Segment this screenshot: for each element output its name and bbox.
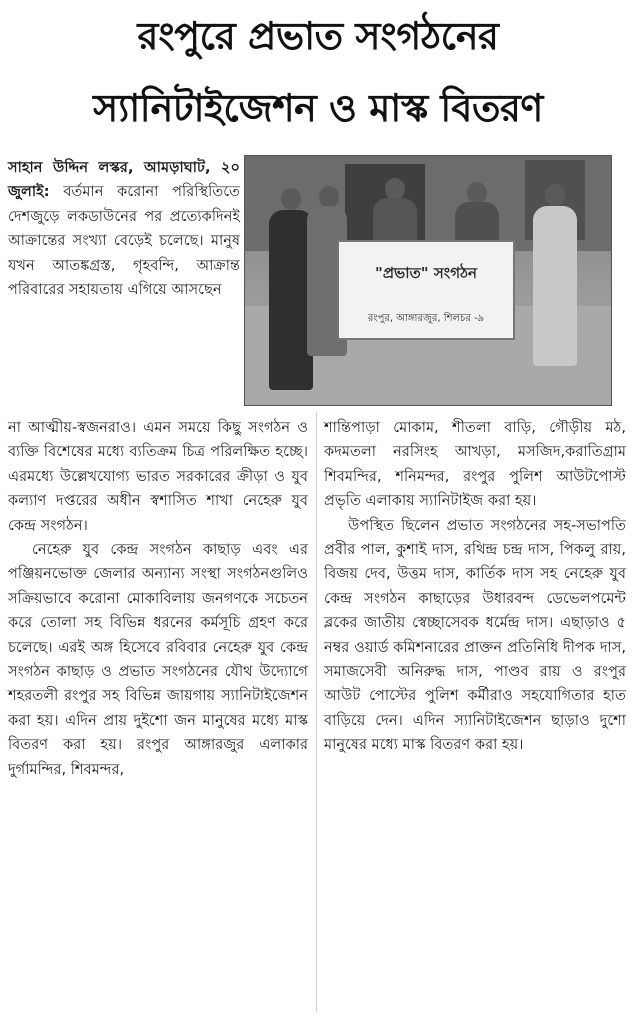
article-column-left [8, 416, 308, 782]
person-head [319, 186, 339, 208]
person-head [281, 188, 301, 210]
person-head [467, 182, 487, 204]
right-continued: শান্তিপাড়া মোকাম, শীতলা বাড়ি, গৌড়ীয় মঠ, কদমতলা নরসিংহ আখড়া, মসজিদ,করাতিগ্রাম শিবমন্দির, শনিমন্দর, রংপুর পুলিশ আউটপোস্ট প্রভৃতি এলাকায় স্যানিটাইজ করা হয়। [324, 419, 626, 510]
news-photo [244, 155, 612, 406]
article-column-right [324, 416, 626, 758]
lead-continued: না আত্মীয়-স্বজনরাও। এমন সময়ে কিছু সংগঠন ও ব্যক্তি বিশেষের মধ্যে ব্যতিক্রম চিত্র পরিলক্ষিত হচ্ছে। এরমধ্যে উল্লেখযোগ্য ভারত সরকারের ক্রীড়া ও যুব কল্যাণ দপ্তরের অধীন স্বশাসিত শাখা নেহেরু যুব কেন্দ্র সংগঠন। [8, 419, 308, 534]
headline-line-2: স্যানিটাইজেশন ও মাস্ক বিতরণ [93, 86, 543, 130]
column-divider [316, 412, 317, 1012]
person-head [545, 184, 565, 206]
banner [337, 240, 515, 340]
paragraph-3: উপস্থিত ছিলেন প্রভাত সংগঠনের সহ-সভাপতি প্রবীর পাল, কুশাই দাস, রথিন্দ্র চন্দ্র দাস, পিকলু রায়, বিজয় দেব, উত্তম দাস, কার্তিক দাস সহ নেহেরু যুব কেন্দ্র সংগঠন কাছাড়ের উধারবন্দ ডেভেলপমেন্ট ব্লকের জাতীয় স্বেচ্ছাসেবক ধর্মেন্দ্র দাস। এছাড়াও ৫ নম্বর ওয়ার্ড কমিশনারের প্রাক্তন প্রতিনিধি দীপক দাস, সমাজসেবী অনিরুদ্ধ দাস, পাণ্ডব রায় ও রংপুর আউট পোস্টের পুলিশ কর্মীরাও সহযোগিতার হাত বাড়িয়ে দেন। এদিন স্যানিটাইজেশন ছাড়াও দুশো মানুষের মধ্যে মাস্ক বিতরণ করা হয়। [324, 516, 626, 754]
person-head [385, 178, 405, 200]
banner-subtitle: রংপুর, আঙ্গারজুর, শিলচর -৯ [367, 313, 485, 324]
article-column-top-left [8, 156, 240, 302]
byline: সাহান উদ্দিন লস্কর, আমড়াঘাট, ২০ জুলাই: [8, 159, 240, 201]
person-figure [533, 206, 577, 366]
headline-line-1: রংপুরে প্রভাত সংগঠনের [137, 14, 499, 58]
banner-title: "প্রভাত" সংগঠন [375, 264, 477, 282]
lead-paragraph: বর্তমান করোনা পরিস্থিতিতে দেশজুড়ে লকডাউনের পর প্রত্যেকদিনই আক্রান্তের সংখ্যা বেড়েই চলেছে। মানুষ যখন আতঙ্কগ্রস্ত, গৃহবন্দি, আক্রান্ত পরিবারের সহায়তায় এগিয়ে আসছেন [8, 183, 241, 299]
paragraph-2: নেহেরু যুব কেন্দ্র সংগঠন কাছাড় এবং এর পঞ্জিয়নভোক্ত জেলার অন্যান্য সংস্থা সংগঠনগুলিও সক্রিয়ভাবে করোনা মোকাবিলায় জনগণকে সচেতন করে তোলা সহ বিভিন্ন ধরনের কর্মসূচি গ্রহণ করে চলেছে। এরই অঙ্গ হিসেবে রবিবার নেহেরু যুব কেন্দ্র সংগঠন কাছাড় ও প্রভাত সংগঠনের যৌথ উদ্যোগে শহরতলী রংপুর সহ বিভিন্ন জায়গায় স্যানিটাইজেশন করা হয়। এদিন প্রায় দুইশো জন মানুষের মধ্যে মাস্ক বিতরণ করা হয়। রংপুর আঙ্গারজুর এলাকার দুর্গামন্দির, শিবমন্দর, [8, 541, 308, 778]
